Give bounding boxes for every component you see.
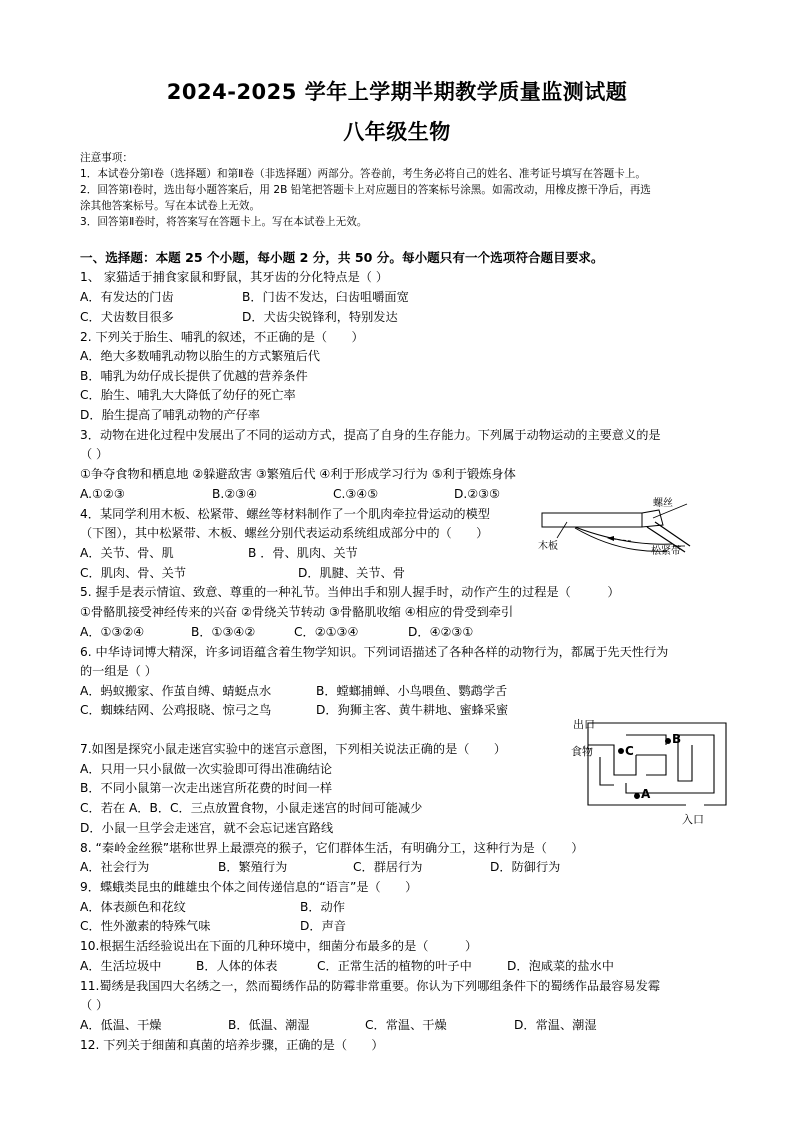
question-6-stem: 6. 中华诗词博大精深，许多词语蕴含着生物学知识。下列词语描述了各种各样的动物行为，都属于先天性行为 bbox=[80, 645, 669, 659]
band-label: 松紧带 bbox=[651, 546, 681, 557]
question-12-stem: 12. 下列关于细菌和真菌的培养步骤，正确的是（ ） bbox=[80, 1038, 384, 1052]
question-7-option-a: A．只用一只小鼠做一次实验即可得出准确结论 bbox=[80, 762, 333, 776]
question-9-option-b: B．动作 bbox=[300, 900, 345, 914]
question-6-option-c: C．蜘蛛结网、公鸡报晓、惊弓之鸟 bbox=[80, 703, 272, 717]
joint-board bbox=[642, 510, 663, 527]
question-2-stem: 2. 下列关于胎生、哺乳的叙述，不正确的是（ ） bbox=[80, 330, 364, 344]
maze-point-c-label: C bbox=[625, 744, 634, 758]
maze-exit-label: 出口 bbox=[573, 718, 595, 731]
question-5-option-c: C．②①③④ bbox=[294, 625, 359, 639]
question-2-option-b: B．哺乳为幼仔成长提供了优越的营养条件 bbox=[80, 369, 308, 383]
question-7-option-d: D．小鼠一旦学会走迷宫，就不会忘记迷宫路线 bbox=[80, 821, 334, 835]
question-11-option-d: D．常温、潮湿 bbox=[514, 1018, 597, 1032]
question-11-option-a: A．低温、干燥 bbox=[80, 1018, 162, 1032]
question-5-stem: 5. 握手是表示情谊、致意、尊重的一种礼节。当伸出手和别人握手时，动作产生的过程是（ ） bbox=[80, 585, 620, 599]
section-heading: 一、选择题：本题 25 个小题，每小题 2 分，共 50 分。每小题只有一个选项符合题目要求。 bbox=[80, 250, 604, 265]
question-7-option-c: C．若在 A．B．C．三点放置食物，小鼠走迷宫的时间可能减少 bbox=[80, 801, 423, 815]
notes-line: 3．回答第Ⅱ卷时，将答案写在答题卡上。写在本试卷上无效。 bbox=[80, 216, 368, 228]
question-4-option-a: A．关节、骨、肌 bbox=[80, 546, 174, 560]
question-5-items: ①骨骼肌接受神经传来的兴奋 ②骨绕关节转动 ③骨骼肌收缩 ④相应的骨受到牵引 bbox=[80, 605, 514, 619]
maze-entry-label: 入口 bbox=[682, 813, 704, 826]
point-c-marker bbox=[618, 748, 624, 754]
question-10-option-d: D．泡咸菜的盐水中 bbox=[507, 959, 614, 973]
question-9-option-d: D．声音 bbox=[300, 919, 346, 933]
lower-board-edge bbox=[655, 522, 690, 546]
question-11-option-b: B．低温、潮湿 bbox=[228, 1018, 310, 1032]
question-3-items: ①争夺食物和栖息地 ②躲避敌害 ③繁殖后代 ④利于形成学习行为 ⑤利于锻炼身体 bbox=[80, 467, 516, 481]
question-8-option-d: D．防御行为 bbox=[490, 860, 561, 874]
maze-food-label: 食物 bbox=[571, 745, 593, 758]
question-9-option-a: A．体表颜色和花纹 bbox=[80, 900, 186, 914]
question-4-option-b: B ．骨、肌肉、关节 bbox=[248, 546, 358, 560]
notes-heading: 注意事项： bbox=[80, 152, 133, 164]
exam-subtitle: 八年级生物 bbox=[343, 120, 451, 144]
question-1-option-d: D．犬齿尖锐锋利，特别发达 bbox=[242, 310, 398, 324]
question-4-option-d: D．肌腱、关节、骨 bbox=[298, 566, 405, 580]
question-3-option-b: B.②③④ bbox=[212, 487, 258, 501]
question-1-option-b: B．门齿不发达，臼齿咀嚼面宽 bbox=[242, 290, 409, 304]
question-7-stem: 7.如图是探究小鼠走迷宫实验中的迷宫示意图，下列相关说法正确的是（ ） bbox=[80, 742, 507, 756]
maze-wall bbox=[626, 735, 714, 793]
question-5-option-a: A．①③②④ bbox=[80, 625, 145, 639]
maze-figure bbox=[566, 715, 736, 827]
question-8-option-a: A．社会行为 bbox=[80, 860, 150, 874]
question-6-option-b: B．螳螂捕蝉、小鸟喂鱼、鹦鹉学舌 bbox=[316, 684, 508, 698]
muscle-model-figure bbox=[535, 494, 740, 564]
motion-arrow-head bbox=[607, 536, 614, 541]
question-6-option-d: D．狗狮主客、黄牛耕地、蜜蜂采蜜 bbox=[316, 703, 509, 717]
question-4-stem: 4．某同学利用木板、松紧带、螺丝等材料制作了一个肌肉牵拉骨运动的模型 bbox=[80, 507, 490, 521]
notes-block bbox=[80, 150, 735, 230]
notes-line: 涂其他答案标号。写在本试卷上无效。 bbox=[80, 200, 261, 212]
question-11-option-c: C．常温、干燥 bbox=[365, 1018, 447, 1032]
notes-line: 1．本试卷分第Ⅰ卷（选择题）和第Ⅱ卷（非选择题）两部分。答卷前，考生务必将自己的姓名、准考证号填写在答题卡上。 bbox=[80, 168, 646, 180]
question-3-option-a: A.①②③ bbox=[80, 487, 125, 501]
question-5-option-d: D．④②③① bbox=[408, 625, 474, 639]
question-2-option-d: D．胎生提高了哺乳动物的产仔率 bbox=[80, 408, 261, 422]
maze-wall bbox=[588, 723, 658, 731]
question-2-option-a: A．绝大多数哺乳动物以胎生的方式繁殖后代 bbox=[80, 349, 320, 363]
question-11-stem-cont: （ ） bbox=[80, 998, 109, 1012]
screw-label: 螺丝 bbox=[653, 498, 673, 509]
question-1-option-c: C．犬齿数目很多 bbox=[80, 310, 174, 324]
question-8-stem: 8. “秦岭金丝猴”堪称世界上最漂亮的猴子，它们群体生活，有明确分工，这种行为是（ ） bbox=[80, 841, 584, 855]
maze-wall bbox=[636, 755, 666, 775]
question-1-option-a: A．有发达的门齿 bbox=[80, 290, 174, 304]
question-7-option-b: B．不同小鼠第一次走出迷宫所花费的时间一样 bbox=[80, 781, 333, 795]
maze-point-a-label: A bbox=[641, 787, 651, 801]
question-8-option-c: C．群居行为 bbox=[353, 860, 423, 874]
exam-title: 2024-2025 学年上学期半期教学质量监测试题 bbox=[166, 80, 628, 104]
question-10-option-c: C．正常生活的植物的叶子中 bbox=[317, 959, 472, 973]
question-4-option-c: C．肌肉、骨、关节 bbox=[80, 566, 187, 580]
question-2-option-c: C．胎生、哺乳大大降低了幼仔的死亡率 bbox=[80, 388, 296, 402]
question-3-stem: 3．动物在进化过程中发展出了不同的运动方式，提高了自身的生存能力。下列属于动物运动的主要意义的是 bbox=[80, 428, 661, 442]
point-a-marker bbox=[634, 793, 640, 799]
question-3-option-c: C.③④⑤ bbox=[333, 487, 379, 501]
question-9-stem: 9．蝶蛾类昆虫的雌雄虫个体之间传递信息的“语言”是（ ） bbox=[80, 880, 418, 894]
board-label: 木板 bbox=[538, 541, 558, 552]
question-10-option-b: B．人体的体表 bbox=[196, 959, 278, 973]
notes-line: 2．回答第Ⅰ卷时，选出每小题答案后，用 2B 铅笔把答题卡上对应题目的答案标号涂黑。如需改动，用橡皮擦干净后，再选 bbox=[80, 184, 651, 196]
question-9-option-c: C．性外激素的特殊气味 bbox=[80, 919, 211, 933]
upper-board bbox=[542, 513, 642, 527]
question-6-stem-cont: 的一组是（ ） bbox=[80, 664, 157, 678]
point-b-marker bbox=[665, 738, 671, 744]
question-8-option-b: B．繁殖行为 bbox=[218, 860, 288, 874]
question-10-stem: 10.根据生活经验说出在下面的几种环境中，细菌分布最多的是（ ） bbox=[80, 939, 478, 953]
question-10-option-a: A．生活垃圾中 bbox=[80, 959, 162, 973]
question-4-stem-cont: （下图），其中松紧带、木板、螺丝分别代表运动系统组成部分中的（ ） bbox=[80, 526, 489, 540]
question-3-stem-cont: （ ） bbox=[80, 447, 109, 461]
question-1-stem: 1、 家猫适于捕食家鼠和野鼠，其牙齿的分化特点是（ ） bbox=[80, 270, 389, 284]
question-11-stem: 11.蜀绣是我国四大名绣之一，然而蜀绣作品的防霉非常重要。你认为下列哪组条件下的蜀绣作品最容易发霉 bbox=[80, 979, 661, 993]
question-6-option-a: A．蚂蚁搬家、作茧自缚、蜻蜓点水 bbox=[80, 684, 272, 698]
question-5-option-b: B．①③④② bbox=[191, 625, 256, 639]
maze-wall bbox=[600, 757, 614, 785]
question-3-option-d: D.②③⑤ bbox=[454, 487, 501, 501]
maze-point-b-label: B bbox=[672, 732, 682, 746]
